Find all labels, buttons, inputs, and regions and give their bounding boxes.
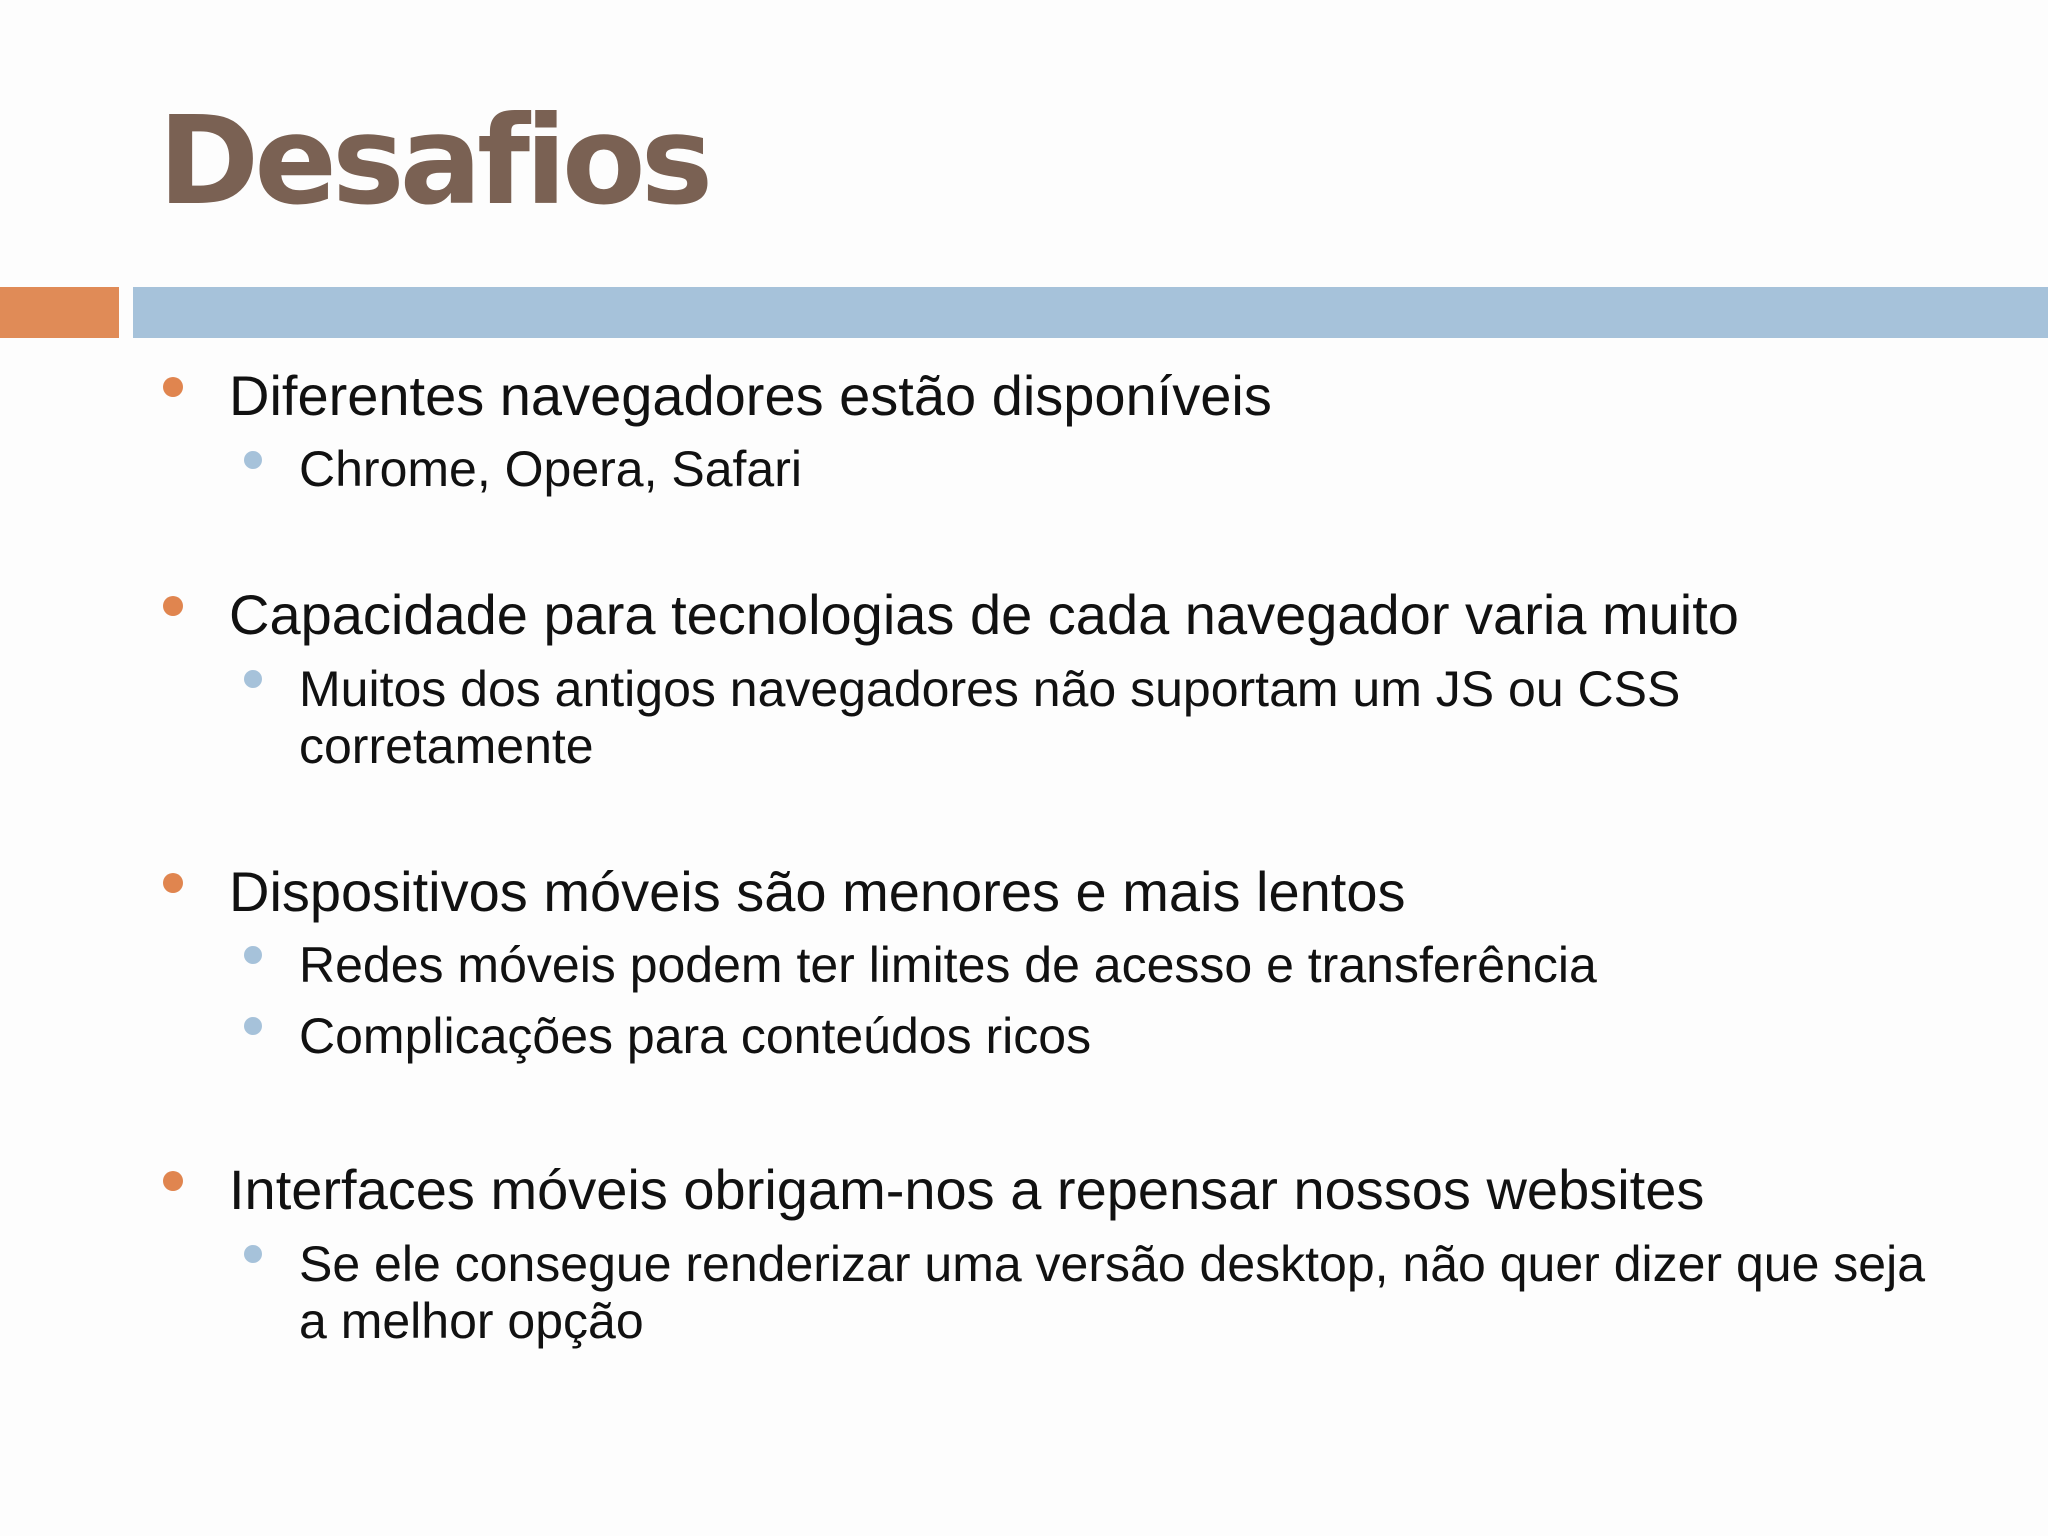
bullet-dot-orange [163, 596, 183, 616]
bullet-text: Capacidade para tecnologias de cada navegador varia muito [229, 583, 1739, 646]
bullet-text: Interfaces móveis obrigam-nos a repensar nossos websites [229, 1158, 1705, 1221]
sub-bullet-text: Muitos dos antigos navegadores não suportam um JS ou CSS corretamente [299, 661, 1681, 774]
sub-bullet-text: Redes móveis podem ter limites de acesso e transferência [299, 937, 1597, 993]
sub-bullet-text: Complicações para conteúdos ricos [299, 1008, 1092, 1064]
sub-bullet-dot-blue [244, 670, 262, 688]
bullet-dot-orange [163, 377, 183, 397]
bullet-dot-orange [163, 1171, 183, 1191]
slide-title: Desafios [158, 90, 709, 232]
bullet-dot-orange [163, 873, 183, 893]
sub-bullet-dot-blue [244, 451, 262, 469]
sub-bullet-dot-blue [244, 946, 262, 964]
bullet-text: Diferentes navegadores estão disponíveis [229, 364, 1272, 427]
bullet-text: Dispositivos móveis são menores e mais lentos [229, 860, 1406, 923]
sub-bullet-text: Se ele consegue renderizar uma versão desktop, não quer dizer que seja a melhor opção [299, 1236, 1926, 1349]
sub-bullet-dot-blue [244, 1017, 262, 1035]
sub-bullet-text: Chrome, Opera, Safari [299, 441, 802, 497]
sub-bullet-dot-blue [244, 1245, 262, 1263]
